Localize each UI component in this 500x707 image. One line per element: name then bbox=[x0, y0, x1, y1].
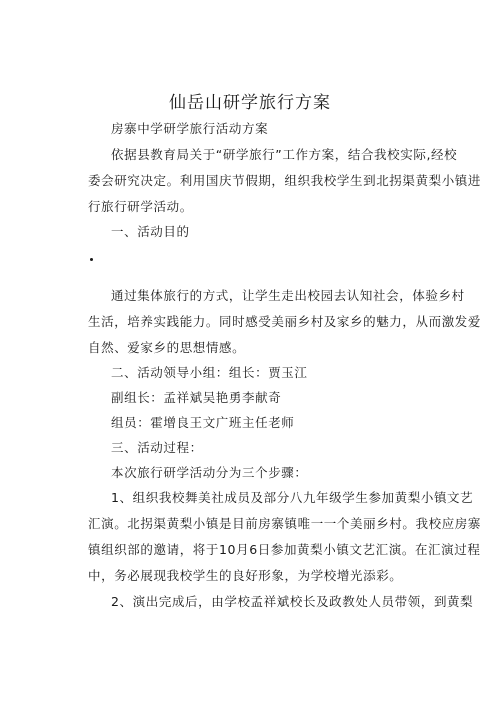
paragraph-line: 委会研究决定。利用国庆节假期，组织我校学生到北拐渠黄梨小镇进 bbox=[88, 173, 482, 188]
paragraph-line: 汇演。北拐渠黄梨小镇是目前房寨镇唯一一个美丽乡村。我校应房寨 bbox=[88, 516, 482, 531]
section-heading: 一、活动目的 bbox=[111, 224, 190, 239]
paragraph-line: 镇组织部的邀请，将于10月6日参加黄梨小镇文艺汇演。在汇演过程 bbox=[88, 542, 481, 557]
paragraph-line: 通过集体旅行的方式，让学生走出校园去认知社会，体验乡村 bbox=[111, 288, 465, 303]
paragraph-line: 中，务必展现我校学生的良好形象，为学校增光添彩。 bbox=[88, 568, 403, 583]
subtitle-line: 房寨中学研学旅行活动方案 bbox=[111, 121, 269, 136]
paragraph-line: 副组长：孟祥斌吴艳勇李献奇 bbox=[111, 390, 282, 405]
document-title: 仙岳山研学旅行方案 bbox=[169, 93, 331, 113]
paragraph-line: 1、组织我校舞美社成员及部分八九年级学生参加黄梨小镇文艺 bbox=[111, 490, 474, 505]
paragraph-line: 自然、爱家乡的思想情感。 bbox=[88, 340, 246, 355]
paragraph-line: 2、演出完成后，由学校孟祥斌校长及政教处人员带领，到黄梨 bbox=[111, 594, 474, 609]
paragraph-line: 依据县教育局关于“研学旅行”工作方案，结合我校实际,经校 bbox=[111, 147, 458, 162]
paragraph-line: 行旅行研学活动。 bbox=[88, 199, 193, 214]
bullet-mark bbox=[90, 258, 93, 261]
section-heading: 三、活动过程： bbox=[111, 440, 203, 455]
paragraph-line: 生活，培养实践能力。同时感受美丽乡村及家乡的魅力，从而激发爱 bbox=[88, 314, 482, 329]
section-heading: 二、活动领导小组：组长：贾玉江 bbox=[111, 365, 308, 380]
paragraph-line: 本次旅行研学活动分为三个步骤： bbox=[111, 465, 308, 480]
paragraph-line: 组员：霍增良王文广班主任老师 bbox=[111, 415, 295, 430]
